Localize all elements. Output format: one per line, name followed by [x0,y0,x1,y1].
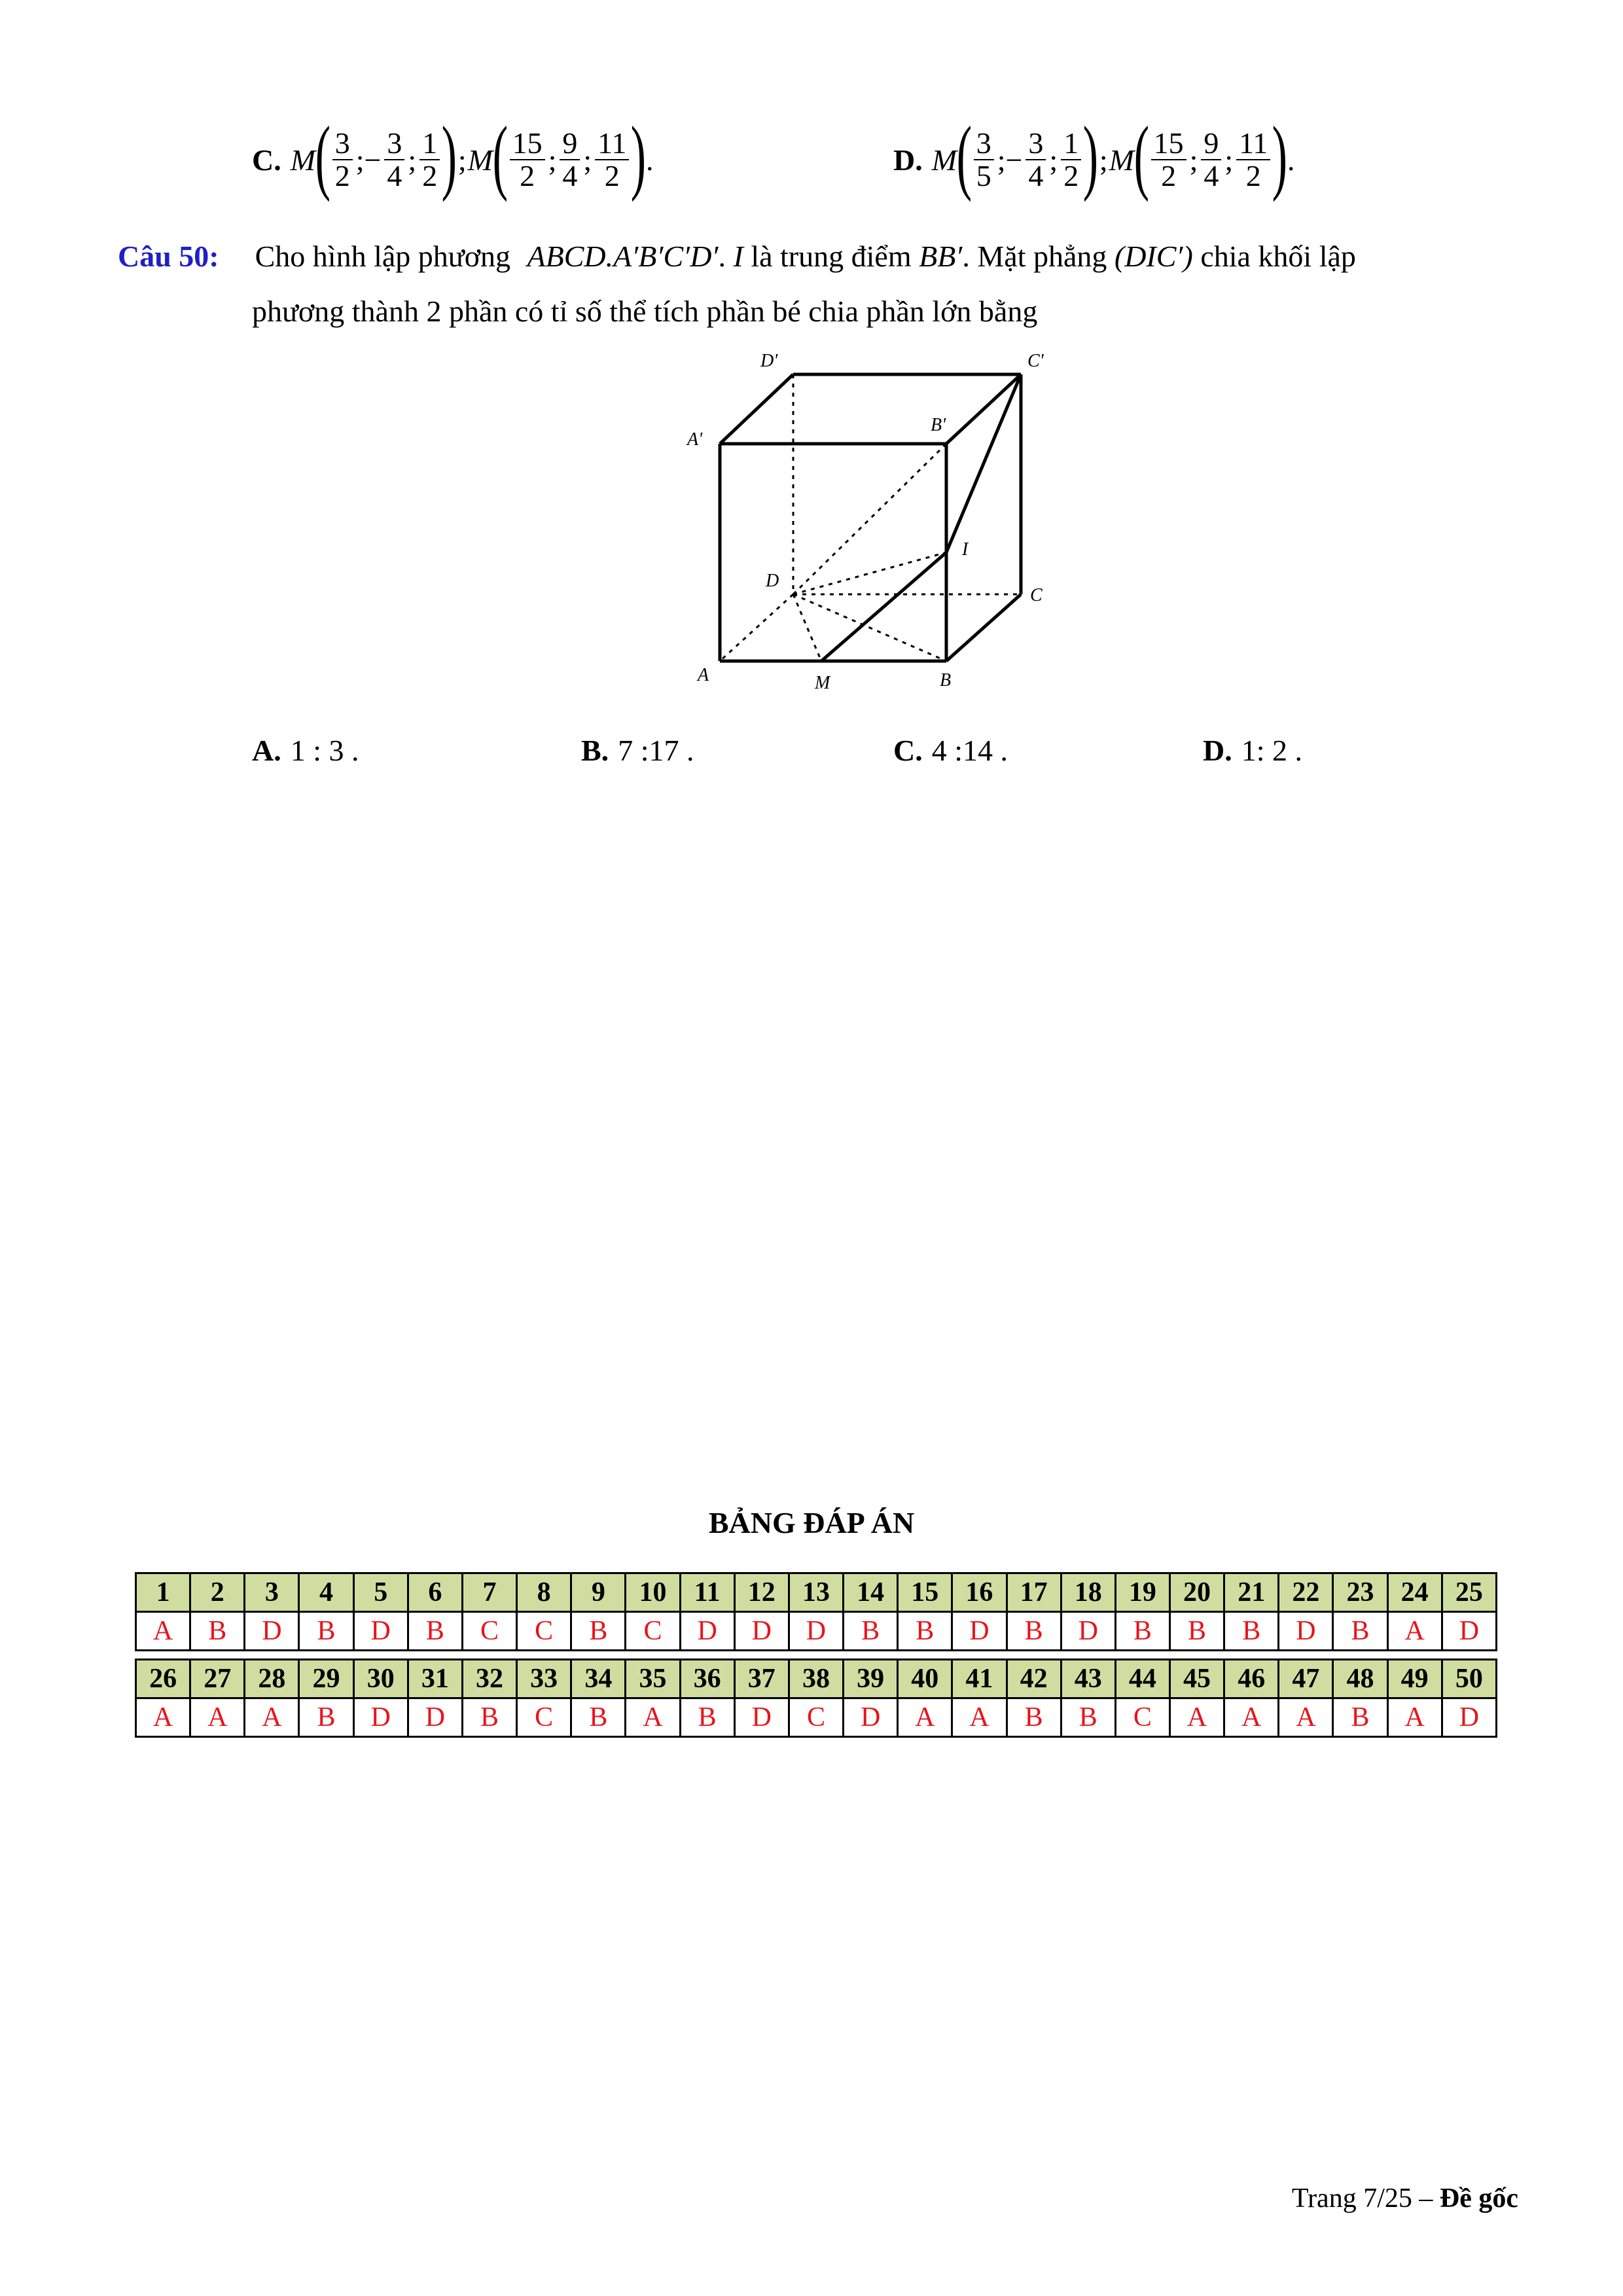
answer-value: 1 : 3 . [290,734,359,767]
question-number-cell: 30 [353,1660,408,1698]
question-number-cell: 2 [190,1573,245,1612]
label-c: C [1030,585,1043,605]
hidden-line [793,594,821,661]
fraction [1061,128,1081,192]
answer-letter-cell: B [190,1612,245,1651]
fraction [974,128,994,192]
point-name: M [931,143,957,177]
option-d-prev: D. M ( $\frac{3}{5}$ ;− $\frac{3}{4}$ ; $\frac{1}{2}$ ) ; M ( $\frac{15}{2}$ ; $\frac{9}{4}$ ; $\frac{11}{2}$ ) . [893,109,1295,202]
numerator: 11 [595,128,629,160]
footer-bold: Đề gốc [1439,2183,1518,2214]
answer-letter-cell: C [517,1698,571,1737]
question-number-cell: 34 [571,1660,626,1698]
answer-d [1203,733,1302,768]
answer-letter-cell: B [299,1698,353,1737]
answer-letter-cell: C [1115,1698,1169,1737]
answer-letter-cell: A [1387,1698,1442,1737]
section-line [946,374,1021,552]
answer-letter-cell: B [1115,1612,1169,1651]
edge [946,374,1021,444]
answer-letter-cell: C [517,1612,571,1651]
answer-letter-cell: A [1224,1698,1279,1737]
answer-letter-cell: D [680,1612,734,1651]
question-text: . [718,240,734,273]
answer-letter-cell: B [1224,1612,1279,1651]
denominator: 2 [1245,159,1261,192]
number-row [136,1573,1497,1612]
question-number-cell: 4 [299,1573,353,1612]
question-number-cell: 7 [462,1573,516,1612]
answer-letter-cell: D [844,1698,898,1737]
question-number-cell: 29 [299,1660,353,1698]
question-50-line-2: phương thành 2 phần có tỉ số thể tích phần bé chia phần lớn bằng [252,295,1038,328]
answer-letter-cell: B [1061,1698,1115,1737]
question-number-cell: 16 [952,1573,1007,1612]
answer-letter-cell: A [898,1698,952,1737]
paren-left: ( [492,109,508,202]
answer-letter-cell: B [299,1612,353,1651]
question-number-cell: 40 [898,1660,952,1698]
fraction [1236,128,1270,192]
math-segment: BB′ [919,240,963,273]
question-number-cell: 21 [1224,1573,1279,1612]
numerator: 1 [1061,128,1081,160]
paren-left: ( [1133,109,1149,202]
label-c-prime: C' [1027,351,1044,371]
answer-label: C. [893,734,923,767]
question-number-cell: 6 [408,1573,462,1612]
answer-letter-cell: D [353,1612,408,1651]
option-c-prev: C. M ( $\frac{3}{2}$ ;− $\frac{3}{4}$ ; $\frac{1}{2}$ ) ; M ( $\frac{15}{2}$ ; $\frac{9}{4}$ ; $\frac{11}{2}$ ) . [252,109,654,202]
answer-letter-cell: B [571,1612,626,1651]
answer-letter-cell: A [626,1698,680,1737]
question-number-cell: 31 [408,1660,462,1698]
label-i: I [962,539,969,560]
answer-letter-cell: C [626,1612,680,1651]
question-number-cell: 14 [844,1573,898,1612]
answer-letter-cell: B [408,1612,462,1651]
answer-value: 4 :14 . [931,734,1008,767]
answer-a [252,733,359,768]
question-number-cell: 20 [1169,1573,1224,1612]
answer-label: A. [252,734,281,767]
answer-label: D. [1203,734,1232,767]
paren-right: ) [441,109,457,202]
fraction [332,128,353,192]
answer-b [581,733,694,768]
denominator: 4 [562,159,578,192]
fraction [419,128,440,192]
question-number-cell: 25 [1442,1573,1496,1612]
question-number-cell: 18 [1061,1573,1115,1612]
hidden-line [793,594,946,661]
answer-letter-cell: A [1279,1698,1333,1737]
question-number-cell: 48 [1333,1660,1387,1698]
answer-letter-cell: D [1442,1612,1496,1651]
answer-letter-cell: A [952,1698,1007,1737]
question-text: . Mặt phẳng [962,240,1115,273]
numerator: 11 [1236,128,1270,160]
answer-letter-cell: B [844,1612,898,1651]
fraction [1026,128,1046,192]
number-row [136,1660,1497,1698]
label-b: B [940,670,952,691]
question-label: Câu 50: [118,240,219,273]
numerator: 3 [332,128,353,160]
answer-letter-cell: A [1169,1698,1224,1737]
answer-c [893,733,1008,768]
question-number-cell: 8 [517,1573,571,1612]
question-text: là trung điểm [743,240,919,273]
question-number-cell: 42 [1007,1660,1061,1698]
question-number-cell: 27 [190,1660,245,1698]
denominator: 2 [422,159,438,192]
answer-letter-cell: D [734,1612,789,1651]
answer-letter-cell: C [789,1698,843,1737]
question-number-cell: 39 [844,1660,898,1698]
denominator: 4 [387,159,402,192]
answer-letter-cell: B [1007,1612,1061,1651]
denominator: 2 [1063,159,1079,192]
paren-right: ) [1082,109,1099,202]
answer-letter-cell: D [789,1612,843,1651]
question-number-cell: 1 [136,1573,190,1612]
answer-letter-cell: D [952,1612,1007,1651]
answer-key-table-2 [135,1659,1497,1738]
question-number-cell: 9 [571,1573,626,1612]
question-number-cell: 41 [952,1660,1007,1698]
option-label: C. [252,143,281,177]
numerator: 3 [384,128,404,160]
question-50-line-1 [118,229,1356,284]
question-number-cell: 46 [1224,1660,1279,1698]
numerator: 3 [974,128,994,160]
answer-key-title: BẢNG ĐÁP ÁN [708,1506,915,1539]
paren-left: ( [956,109,972,202]
question-number-cell: 15 [898,1573,952,1612]
answer-letter-cell: B [1333,1612,1387,1651]
question-number-cell: 3 [245,1573,299,1612]
question-number-cell: 24 [1387,1573,1442,1612]
fraction [510,128,545,192]
answer-letter-cell: C [462,1612,516,1651]
question-number-cell: 38 [789,1660,843,1698]
question-number-cell: 17 [1007,1573,1061,1612]
point-name: M [1109,143,1134,177]
math-cube: ABCD.A′B′C′D′ [527,240,719,273]
numerator: 1 [419,128,440,160]
question-number-cell: 47 [1279,1660,1333,1698]
paren-right: ) [631,109,647,202]
numerator: 15 [510,128,545,160]
answer-letter-cell: A [136,1612,190,1651]
footer-text: Trang 7/25 – [1291,2183,1440,2214]
hidden-edge [720,594,793,661]
question-number-cell: 23 [1333,1573,1387,1612]
fraction [384,128,404,192]
option-label: D. [893,143,923,177]
numerator: 3 [1026,128,1046,160]
answer-letter-cell: D [245,1612,299,1651]
answer-letter-cell: B [1169,1612,1224,1651]
question-number-cell: 28 [245,1660,299,1698]
label-d-prime: D' [760,351,778,371]
label-b-prime: B' [931,415,946,435]
answer-letter-cell: A [190,1698,245,1737]
math-plane: (DIC′) [1114,240,1193,273]
denominator: 2 [520,159,535,192]
math-point-i: I [733,240,743,273]
question-number-cell: 33 [517,1660,571,1698]
fraction [1151,128,1186,192]
question-number-cell: 43 [1061,1660,1115,1698]
question-number-cell: 10 [626,1573,680,1612]
question-number-cell: 22 [1279,1573,1333,1612]
answer-letter-cell: A [136,1698,190,1737]
label-m: M [815,673,830,693]
answer-letter-cell: D [1279,1612,1333,1651]
fraction [595,128,629,192]
point-name: M [290,143,316,177]
point-name: M [467,143,493,177]
cube-figure [681,347,1073,700]
edge [946,594,1021,661]
question-number-cell: 19 [1115,1573,1169,1612]
answer-key-table-1 [135,1572,1497,1651]
question-number-cell: 12 [734,1573,789,1612]
paren-right: ) [1272,109,1288,202]
answer-label: B. [581,734,609,767]
question-number-cell: 45 [1169,1660,1224,1698]
denominator: 2 [1161,159,1177,192]
answer-letter-cell: D [734,1698,789,1737]
question-number-cell: 35 [626,1660,680,1698]
denominator: 4 [1028,159,1044,192]
answer-letter-cell: B [680,1698,734,1737]
question-text: Cho hình lập phương [255,240,511,273]
question-number-cell: 11 [680,1573,734,1612]
page-footer [1292,2183,1518,2214]
answer-value: 7 :17 . [618,734,694,767]
numerator: 9 [1201,128,1221,160]
answer-letter-cell: D [1442,1698,1496,1737]
answer-letter-cell: B [571,1698,626,1737]
denominator: 2 [604,159,620,192]
numerator: 9 [560,128,580,160]
question-text: chia khối lập [1192,240,1356,273]
question-number-cell: 49 [1387,1660,1442,1698]
answer-letter-cell: D [353,1698,408,1737]
question-number-cell: 44 [1115,1660,1169,1698]
question-number-cell: 36 [680,1660,734,1698]
answer-value: 1: 2 . [1241,734,1303,767]
denominator: 5 [976,159,991,192]
paren-left: ( [315,109,331,202]
fraction [560,128,580,192]
answer-row [136,1698,1497,1737]
question-number-cell: 50 [1442,1660,1496,1698]
denominator: 2 [334,159,350,192]
numerator: 15 [1151,128,1186,160]
label-d: D [766,571,779,591]
answer-row [136,1612,1497,1651]
answer-letter-cell: B [1333,1698,1387,1737]
answer-letter-cell: A [1387,1612,1442,1651]
answer-letter-cell: D [408,1698,462,1737]
label-a-prime: A' [687,429,703,450]
denominator: 4 [1204,159,1219,192]
edge [720,374,793,444]
fraction [1201,128,1221,192]
answer-letter-cell: D [1061,1612,1115,1651]
label-a: A [698,665,709,685]
answer-letter-cell: B [462,1698,516,1737]
answer-letter-cell: B [898,1612,952,1651]
answer-letter-cell: B [1007,1698,1061,1737]
question-number-cell: 26 [136,1660,190,1698]
question-number-cell: 32 [462,1660,516,1698]
question-number-cell: 5 [353,1573,408,1612]
question-number-cell: 37 [734,1660,789,1698]
answer-letter-cell: A [245,1698,299,1737]
question-number-cell: 13 [789,1573,843,1612]
